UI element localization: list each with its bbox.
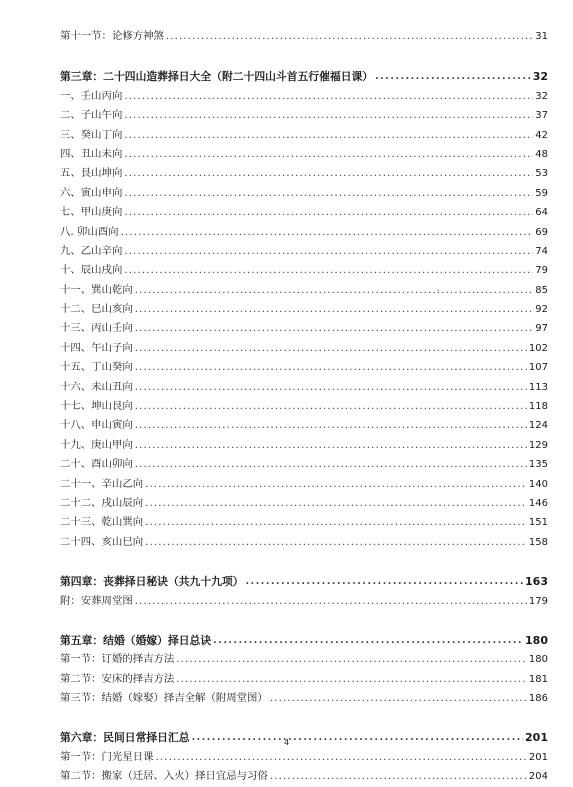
toc-entry-page: 79 (535, 265, 548, 277)
chapter-page: 180 (525, 633, 548, 647)
toc-entry-section-11[interactable] (60, 27, 548, 46)
chapter-page: 32 (532, 70, 548, 84)
chapter-page: 201 (525, 731, 548, 745)
toc-entry-page: 48 (535, 148, 548, 160)
leader-dots (135, 358, 527, 377)
toc-chapter-4[interactable] (60, 572, 548, 591)
leader-dots (124, 203, 533, 222)
toc-chapter-5[interactable] (60, 631, 548, 650)
toc-entry-label: 第一节：门光星日课 (60, 750, 154, 763)
toc-entry[interactable] (60, 261, 548, 280)
toc-entry[interactable] (60, 533, 548, 552)
toc-entry[interactable] (60, 164, 548, 183)
toc-entry-label: 二十一、辛山乙向 (60, 477, 144, 490)
toc-entry-page: 158 (528, 536, 548, 548)
page-number: 4 (283, 738, 290, 747)
toc-entry[interactable] (60, 650, 548, 669)
toc-entry[interactable] (60, 339, 548, 358)
toc-entry-page: 59 (535, 187, 548, 199)
toc-entry-label: 第十一节：论修方神煞 (60, 29, 164, 42)
toc-entry-label: 十一、巽山乾向 (60, 283, 133, 296)
toc-entry[interactable] (60, 203, 548, 222)
toc-entry-page: 129 (528, 439, 548, 451)
toc-entry-label: 六、寅山申向 (60, 186, 123, 199)
toc-entry-label: 二十三、乾山巽向 (60, 516, 144, 529)
toc-entry-label: 二十二、戌山辰向 (60, 496, 144, 509)
chapter-3-entries (60, 87, 548, 552)
toc-entry-page: 69 (535, 226, 548, 238)
leader-dots (121, 223, 534, 242)
chapter-title: 第四章：丧葬择日秘诀（共九十九项） (60, 575, 244, 589)
leader-dots (124, 164, 533, 183)
leader-dots (270, 767, 527, 786)
toc-entry[interactable] (60, 455, 548, 474)
toc-entry[interactable] (60, 145, 548, 164)
toc-entry-label: 十三、丙山壬向 (60, 322, 133, 335)
toc-entry-label: 十四、午山子向 (60, 341, 133, 354)
toc-entry-label: 十五、丁山癸向 (60, 361, 133, 374)
toc-entry-label: 十、辰山戌向 (60, 264, 123, 277)
leader-dots (135, 378, 527, 397)
toc-entry[interactable] (60, 475, 548, 494)
toc-entry-label: 第二节：搬家（迁居、入火）择日宜忌与习俗 (60, 770, 268, 783)
leader-dots (124, 145, 533, 164)
leader-dots (124, 87, 533, 106)
toc-entry-label: 十六、未山丑向 (60, 380, 133, 393)
toc-entry-page: 42 (535, 129, 548, 141)
chapter-page: 163 (525, 575, 548, 589)
toc-entry-label: 十二、巳山亥向 (60, 303, 133, 316)
leader-dots (135, 300, 534, 319)
leader-dots (135, 397, 527, 416)
toc-entry-label: 第三节：结婚（嫁娶）择吉全解（附周堂图） (60, 692, 268, 705)
leader-dots (270, 689, 527, 708)
toc-entry[interactable] (60, 767, 548, 786)
toc-entry-label: 三、癸山丁向 (60, 128, 123, 141)
toc-entry-page: 186 (528, 693, 548, 705)
leader-dots (135, 455, 527, 474)
leader-dots (176, 670, 527, 689)
toc-entry-page: 31 (535, 30, 548, 42)
toc-entry-label: 七、甲山庚向 (60, 206, 123, 219)
toc-entry[interactable] (60, 670, 548, 689)
leader-dots (135, 436, 527, 455)
leader-dots (135, 319, 534, 338)
chapter-title: 第五章：结婚（婚嫁）择日总诀 (60, 633, 212, 647)
toc-entry-page: 113 (528, 381, 548, 393)
toc-entry-label: 一、壬山丙向 (60, 89, 123, 102)
leader-dots (124, 184, 533, 203)
toc-entry-page: 74 (535, 245, 548, 257)
leader-dots (156, 748, 527, 767)
toc-entry-page: 135 (528, 459, 548, 471)
toc-entry-page: 181 (528, 673, 548, 685)
table-of-contents (60, 27, 548, 787)
toc-entry-label: 二十、酉山卯向 (60, 458, 133, 471)
toc-entry[interactable] (60, 416, 548, 435)
toc-entry-page: 107 (528, 362, 548, 374)
toc-entry-label: 附：安葬周堂图 (60, 594, 133, 607)
toc-entry-page: 151 (528, 517, 548, 529)
leader-dots (124, 261, 533, 280)
leader-dots (135, 592, 527, 611)
leader-dots (375, 67, 531, 86)
toc-entry-page: 97 (535, 323, 548, 335)
leader-dots (213, 631, 523, 650)
toc-entry-page: 180 (528, 654, 548, 666)
leader-dots (176, 650, 527, 669)
toc-entry-label: 二十四、亥山巳向 (60, 535, 144, 548)
toc-entry[interactable] (60, 592, 548, 611)
toc-entry-page: 64 (535, 207, 548, 219)
leader-dots (145, 533, 527, 552)
toc-entry-page: 32 (535, 90, 548, 102)
leader-dots (145, 494, 527, 513)
leader-dots (124, 106, 533, 125)
leader-dots (145, 475, 527, 494)
toc-entry-label: 四、丑山未向 (60, 147, 123, 160)
toc-entry-page: 179 (528, 595, 548, 607)
toc-entry[interactable] (60, 494, 548, 513)
leader-dots (135, 281, 534, 300)
toc-entry-page: 102 (528, 342, 548, 354)
toc-entry-page: 146 (528, 497, 548, 509)
toc-entry[interactable] (60, 436, 548, 455)
toc-entry[interactable] (60, 184, 548, 203)
toc-entry-label: 十七、坤山艮向 (60, 400, 133, 413)
toc-entry-label: 五、艮山坤向 (60, 167, 123, 180)
leader-dots (135, 339, 527, 358)
toc-entry[interactable] (60, 378, 548, 397)
toc-entry-page: 85 (535, 284, 548, 296)
leader-dots (135, 416, 527, 435)
toc-entry[interactable] (60, 242, 548, 261)
toc-entry-label: 第一节：订婚的择吉方法 (60, 653, 175, 666)
toc-entry[interactable] (60, 126, 548, 145)
toc-entry-page: 204 (528, 771, 548, 783)
leader-dots (246, 572, 523, 591)
leader-dots (145, 513, 527, 532)
toc-entry-page: 53 (535, 168, 548, 180)
toc-entry-page: 118 (528, 401, 548, 413)
toc-entry[interactable] (60, 319, 548, 338)
toc-entry[interactable] (60, 300, 548, 319)
print-speck (437, 289, 439, 291)
toc-entry[interactable] (60, 223, 548, 242)
toc-entry[interactable] (60, 397, 548, 416)
toc-entry[interactable] (60, 281, 548, 300)
toc-entry-label: 九、乙山辛向 (60, 244, 123, 257)
toc-chapter-3[interactable] (60, 67, 548, 86)
chapter-title: 第六章：民间日常择日汇总 (60, 731, 190, 745)
chapter-title: 第三章：二十四山造葬择日大全（附二十四山斗首五行催福日课） (60, 70, 374, 84)
toc-entry-page: 92 (535, 304, 548, 316)
toc-entry-page: 124 (528, 420, 548, 432)
toc-entry[interactable] (60, 106, 548, 125)
toc-entry-label: 第二节：安床的择吉方法 (60, 672, 175, 685)
leader-dots (124, 242, 533, 261)
toc-entry-label: 二、子山午向 (60, 109, 123, 122)
toc-entry[interactable] (60, 87, 548, 106)
leader-dots (166, 27, 533, 46)
toc-entry-page: 201 (528, 751, 548, 763)
toc-entry-page: 140 (528, 478, 548, 490)
toc-entry[interactable] (60, 748, 548, 767)
chapter-5-entries (60, 650, 548, 708)
chapter-4-entries (60, 592, 548, 611)
toc-entry[interactable] (60, 689, 548, 708)
toc-entry-page: 37 (535, 110, 548, 122)
toc-entry[interactable] (60, 358, 548, 377)
toc-entry-label: 十八、申山寅向 (60, 419, 133, 432)
toc-entry[interactable] (60, 513, 548, 532)
leader-dots (124, 126, 533, 145)
chapter-6-entries (60, 748, 548, 787)
toc-entry-label: 十九、庚山甲向 (60, 438, 133, 451)
toc-entry-label: 八. 卯山酉向 (60, 225, 119, 238)
